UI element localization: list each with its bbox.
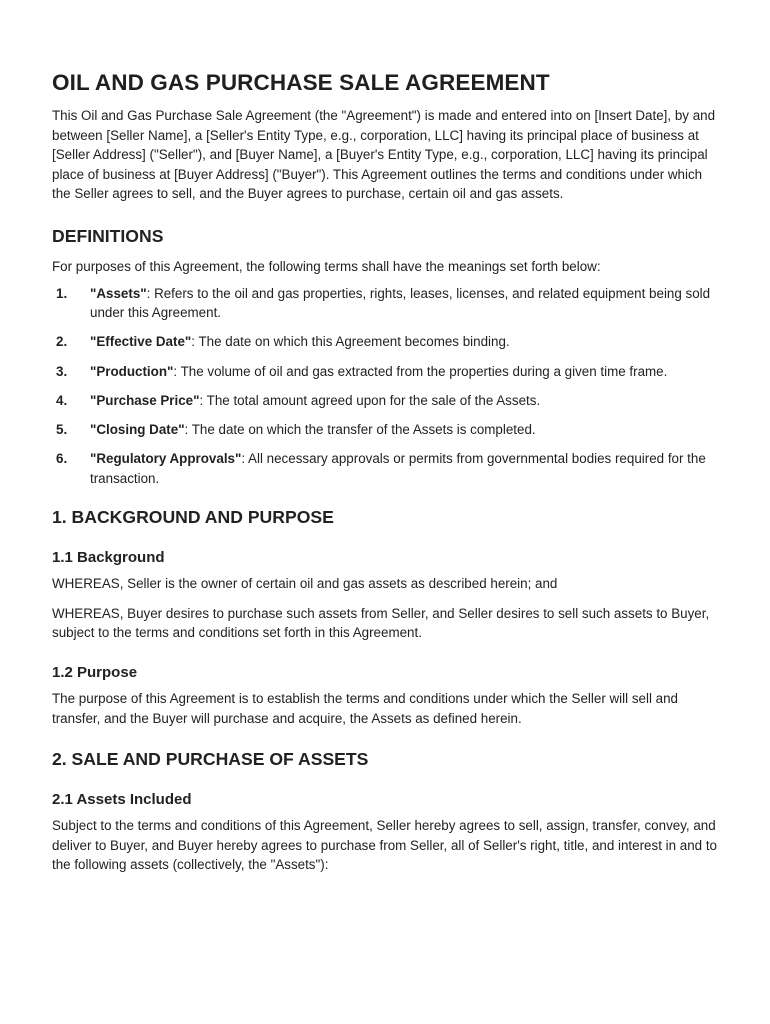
section-2-heading: 2. SALE AND PURCHASE OF ASSETS xyxy=(52,749,369,770)
definitions-heading: DEFINITIONS xyxy=(52,225,164,246)
definition-text: : The date on which this Agreement becomes binding. xyxy=(191,334,510,350)
definition-text: : All necessary approvals or permits from governmental bodies required for the transaction. xyxy=(90,451,706,486)
definition-term: "Purchase Price" xyxy=(90,392,200,408)
section-1-2-heading: 1.2 Purpose xyxy=(52,664,138,682)
definition-text: : The total amount agreed upon for the sale of the Assets. xyxy=(199,392,541,408)
definitions-list xyxy=(52,284,718,489)
definition-number: 2. xyxy=(56,334,68,350)
section-1-1-paragraph-1: WHEREAS, Seller is the owner of certain oil and gas assets as described herein; and xyxy=(52,576,558,592)
definition-term: "Production" xyxy=(90,363,174,379)
definition-term: "Assets" xyxy=(90,285,147,301)
definition-item xyxy=(52,284,718,323)
definition-number: 3. xyxy=(56,363,68,379)
definition-item xyxy=(52,391,718,411)
definition-item xyxy=(52,420,718,440)
definition-item xyxy=(52,332,718,352)
definitions-lead: For purposes of this Agreement, the following terms shall have the meanings set forth below: xyxy=(52,258,601,274)
definition-item xyxy=(52,362,718,382)
definition-number: 5. xyxy=(56,421,68,437)
document-title: OIL AND GAS PURCHASE SALE AGREEMENT xyxy=(52,70,550,95)
definition-number: 4. xyxy=(56,392,68,408)
definition-text: : The date on which the transfer of the Assets is completed. xyxy=(184,421,536,437)
definition-term: "Effective Date" xyxy=(90,334,192,350)
intro-paragraph: This Oil and Gas Purchase Sale Agreement (the "Agreement") is made and entered into on [Insert Date], by and between [Seller Name], a [Seller's Entity Type, e.g., corporation, LLC] having its principal place of business at [Seller Address] ("Seller"), and [Buyer Name], a [Buyer's Entity Type, e.g., corporation, LLC] having its principal place of business at [Buyer Address] ("Buyer"). This Agreement outlines the terms and conditions under which the Seller agrees to sell, and the Buyer agrees to purchase, certain oil and gas assets. xyxy=(52,108,716,202)
section-2-1-heading: 2.1 Assets Included xyxy=(52,791,192,809)
section-1-1-heading: 1.1 Background xyxy=(52,549,165,567)
definition-text: : The volume of oil and gas extracted from the properties during a given time frame. xyxy=(173,363,668,379)
definition-text: : Refers to the oil and gas properties, rights, leases, licenses, and related equipment being sold under this Agreement. xyxy=(90,285,711,321)
section-2-1-paragraph-1: Subject to the terms and conditions of this Agreement, Seller hereby agrees to sell, assign, transfer, convey, and deliver to Buyer, and Buyer hereby agrees to purchase from Seller, all of Seller's right, title, and interest in and to the following assets (collectively, the "Assets"): xyxy=(52,818,718,873)
section-1-heading: 1. BACKGROUND AND PURPOSE xyxy=(52,507,334,528)
section-1-2-paragraph-1: The purpose of this Agreement is to establish the terms and conditions under which the Seller will sell and transfer, and the Buyer will purchase and acquire, the Assets as defined herein. xyxy=(52,691,678,726)
definition-number: 1. xyxy=(56,285,68,301)
definition-item xyxy=(52,449,718,488)
definition-term: "Regulatory Approvals" xyxy=(90,451,242,467)
section-1-1-paragraph-2: WHEREAS, Buyer desires to purchase such assets from Seller, and Seller desires to sell such assets to Buyer, subject to the terms and conditions set forth in this Agreement. xyxy=(52,605,710,641)
definition-term: "Closing Date" xyxy=(90,421,185,437)
definition-number: 6. xyxy=(56,451,68,467)
